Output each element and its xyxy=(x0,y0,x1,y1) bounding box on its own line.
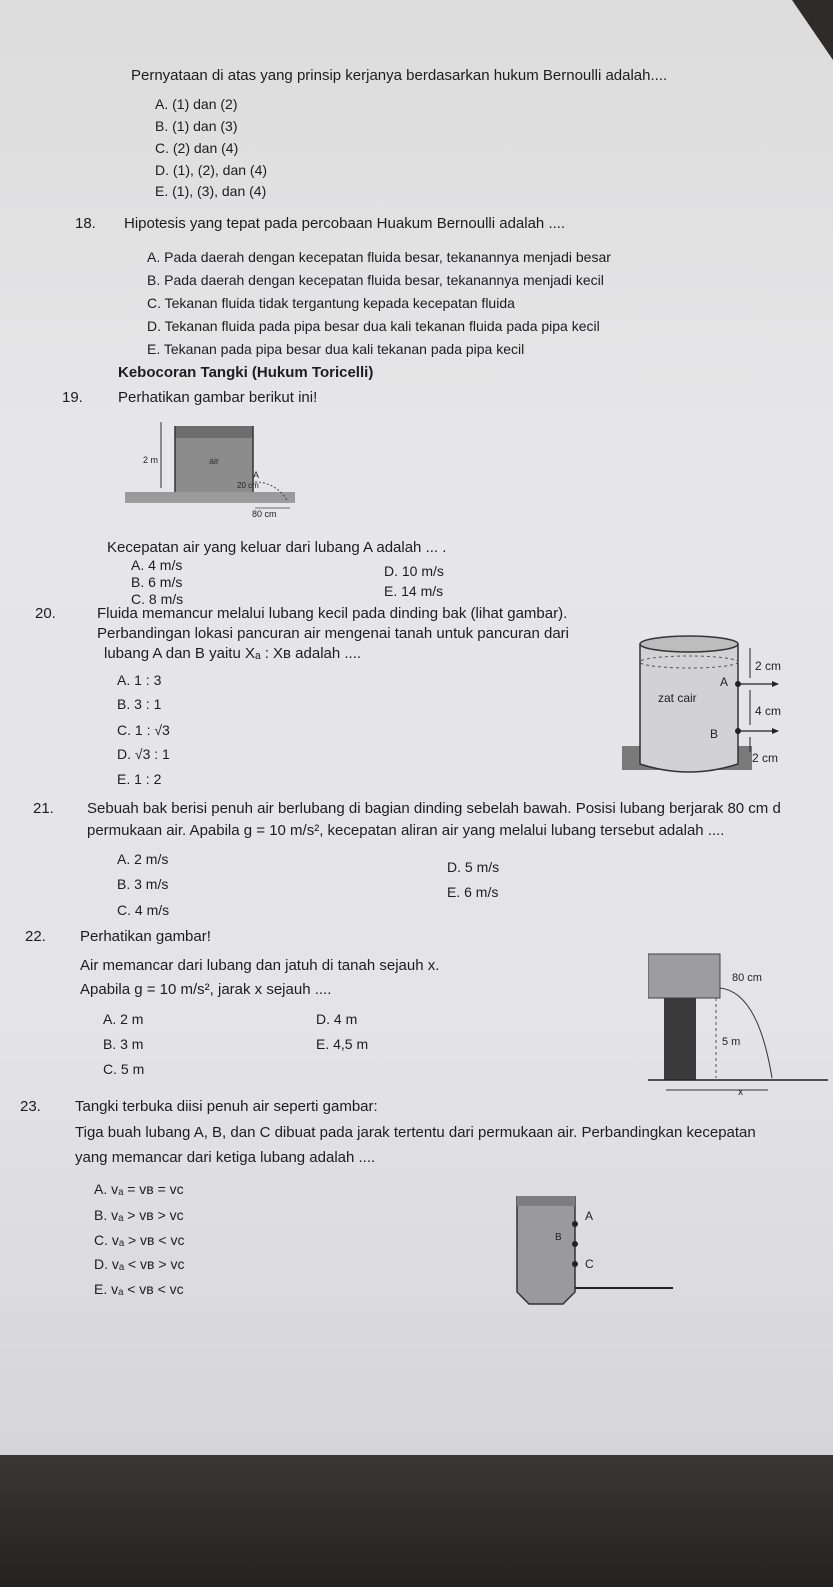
q19-stem: Perhatikan gambar berikut ini! xyxy=(118,389,318,406)
q20-option-e: E. 1 : 2 xyxy=(117,771,162,787)
q21-line1: Sebuah bak berisi penuh air berlubang di bagian dinding sebelah bawah. Posisi lubang berjarak 80 cm d xyxy=(87,800,781,817)
q21-option-d: D. 5 m/s xyxy=(447,859,500,875)
q19-option-c: C. 8 m/s xyxy=(131,591,184,607)
q19-question: Kecepatan air yang keluar dari lubang A adalah ... . xyxy=(107,539,447,556)
q19-option-d: D. 10 m/s xyxy=(384,563,444,579)
q23-label-a: A xyxy=(585,1209,594,1223)
q22-stem: Perhatikan gambar! xyxy=(80,928,211,945)
q19-tank-figure xyxy=(125,418,305,528)
q20-tank-figure xyxy=(622,634,802,786)
q22-label-x: x xyxy=(738,1087,743,1097)
q21-option-a: A. 2 m/s xyxy=(117,851,169,867)
q22-option-d: D. 4 m xyxy=(316,1011,358,1027)
q23-option-c: C. vₐ > vʙ < vc xyxy=(94,1232,185,1248)
q22-number: 22. xyxy=(25,928,46,945)
q18-option-b: B. Pada daerah dengan kecepatan fluida besar, tekanannya menjadi kecil xyxy=(147,272,604,288)
q20-label-liquid: zat cair xyxy=(658,691,697,705)
q18-option-c: C. Tekanan fluida tidak tergantung kepada kecepatan fluida xyxy=(147,295,515,311)
q23-number: 23. xyxy=(20,1098,41,1115)
q20-label-bot: 2 cm xyxy=(752,751,779,765)
q20-line2: Perbandingan lokasi pancuran air mengenai tanah untuk pancuran dari xyxy=(97,625,569,642)
q23-line3: yang memancar dari ketiga lubang adalah .... xyxy=(75,1149,376,1166)
q23-line2: Tiga buah lubang A, B, dan C dibuat pada jarak tertentu dari permukaan air. Perbandingkan kecepatan xyxy=(75,1124,756,1141)
q19-number: 19. xyxy=(62,389,83,406)
table-surface xyxy=(0,1455,833,1587)
q23-option-b: B. vₐ > vʙ > vc xyxy=(94,1207,184,1223)
q22-option-a: A. 2 m xyxy=(103,1011,144,1027)
q20-number: 20. xyxy=(35,605,56,622)
q17-option-a: A. (1) dan (2) xyxy=(155,96,238,112)
q22-option-e: E. 4,5 m xyxy=(316,1036,369,1052)
q22-line2: Apabila g = 10 m/s², jarak x sejauh .... xyxy=(80,981,332,998)
q18-option-e: E. Tekanan pada pipa besar dua kali tekanan pada pipa kecil xyxy=(147,341,525,357)
q20-option-d: D. √3 : 1 xyxy=(117,746,170,762)
q23-line1: Tangki terbuka diisi penuh air seperti gambar: xyxy=(75,1098,378,1115)
q17-option-e: E. (1), (3), dan (4) xyxy=(155,183,267,199)
q22-label-height: 5 m xyxy=(722,1036,741,1048)
q20-option-c: C. 1 : √3 xyxy=(117,722,170,738)
q21-option-b: B. 3 m/s xyxy=(117,876,169,892)
q23-label-b: B xyxy=(555,1232,562,1243)
q23-option-e: E. vₐ < vʙ < vc xyxy=(94,1281,184,1297)
q23-option-d: D. vₐ < vʙ > vc xyxy=(94,1256,185,1272)
section-heading: Kebocoran Tangki (Hukum Toricelli) xyxy=(118,364,374,381)
q22-label-top: 80 cm xyxy=(732,972,762,984)
q21-number: 21. xyxy=(33,800,54,817)
q19-label-depth: 20 cm xyxy=(237,481,259,490)
q20-option-b: B. 3 : 1 xyxy=(117,696,162,712)
q22-tower-figure xyxy=(648,952,833,1097)
q19-option-b: B. 6 m/s xyxy=(131,574,183,590)
q23-option-a: A. vₐ = vʙ = vc xyxy=(94,1181,184,1197)
q20-label-a: A xyxy=(720,675,729,689)
q20-line3: lubang A dan B yaitu Xₐ : Xʙ adalah .... xyxy=(104,645,362,662)
q22-option-c: C. 5 m xyxy=(103,1061,145,1077)
q19-option-a: A. 4 m/s xyxy=(131,557,183,573)
q17-option-b: B. (1) dan (3) xyxy=(155,118,238,134)
q19-option-e: E. 14 m/s xyxy=(384,583,444,599)
q17-stem: Pernyataan di atas yang prinsip kerjanya berdasarkan hukum Bernoulli adalah.... xyxy=(131,67,668,84)
q18-number: 18. xyxy=(75,215,96,232)
q22-option-b: B. 3 m xyxy=(103,1036,144,1052)
q19-label-height: 2 m xyxy=(143,455,159,465)
q20-label-mid: 4 cm xyxy=(755,704,782,718)
q20-line1: Fluida memancur melalui lubang kecil pada dinding bak (lihat gambar). xyxy=(97,605,568,622)
q20-label-top: 2 cm xyxy=(755,659,782,673)
q18-option-d: D. Tekanan fluida pada pipa besar dua kali tekanan fluida pada pipa kecil xyxy=(147,318,600,334)
q19-label-hole: A xyxy=(253,470,260,480)
q21-option-e: E. 6 m/s xyxy=(447,884,499,900)
q23-label-c: C xyxy=(585,1257,594,1271)
q21-option-c: C. 4 m/s xyxy=(117,902,170,918)
q20-option-a: A. 1 : 3 xyxy=(117,672,162,688)
q21-line2: permukaan air. Apabila g = 10 m/s², kecepatan aliran air yang melalui lubang tersebut adalah .... xyxy=(87,822,725,839)
q18-stem: Hipotesis yang tepat pada percobaan Huakum Bernoulli adalah .... xyxy=(124,215,566,232)
q19-label-water: air xyxy=(209,456,220,466)
q17-option-c: C. (2) dan (4) xyxy=(155,140,239,156)
q22-line1: Air memancar dari lubang dan jatuh di tanah sejauh x. xyxy=(80,957,440,974)
q17-option-d: D. (1), (2), dan (4) xyxy=(155,162,268,178)
q20-label-b: B xyxy=(710,727,719,741)
q23-tank-figure xyxy=(505,1190,675,1310)
q19-label-base: 80 cm xyxy=(252,509,277,519)
q18-option-a: A. Pada daerah dengan kecepatan fluida besar, tekanannya menjadi besar xyxy=(147,249,611,265)
